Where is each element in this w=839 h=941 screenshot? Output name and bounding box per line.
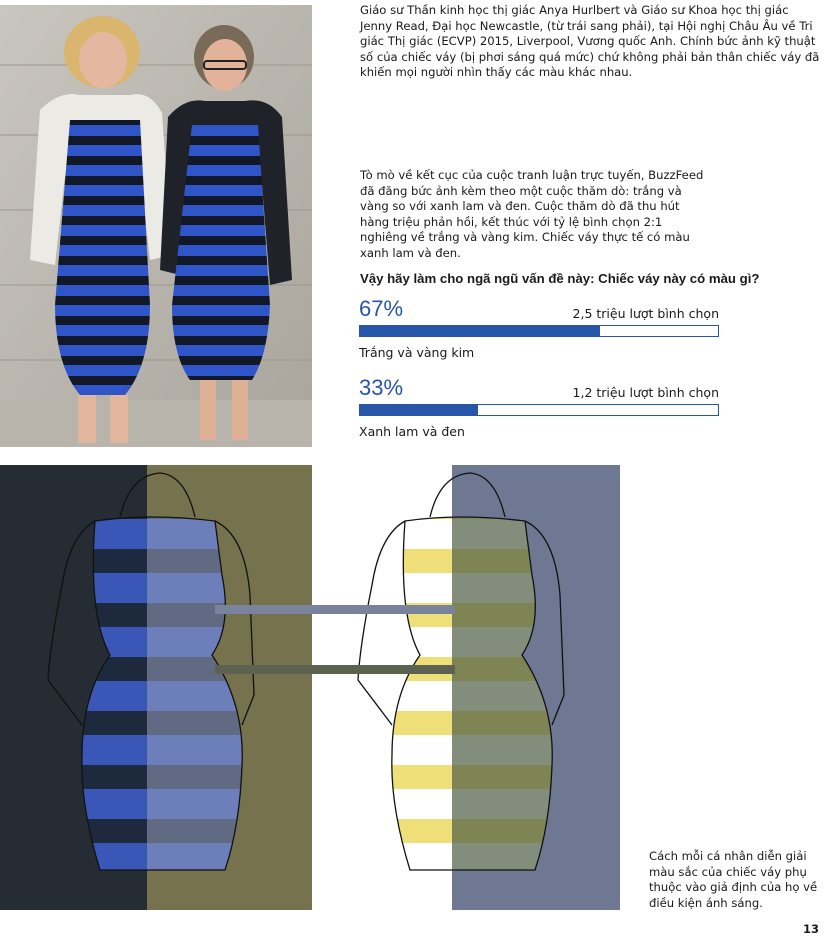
caption-lighting: Cách mỗi cá nhân diễn giải màu sắc của chiếc váy phụ thuộc vào giả định của họ về điều kiện ánh sáng. (649, 849, 818, 910)
poll-votes: 1,2 triệu lượt bình chọn (572, 385, 719, 400)
poll-percent: 33% (359, 375, 404, 400)
poll-question: Vậy hãy làm cho ngã ngũ vấn đề này: Chiếc váy này có màu gì? (360, 271, 760, 286)
caption-buzzfeed-poll: Tò mò về kết cục của cuộc tranh luận trực tuyến, BuzzFeed đã đăng bức ảnh kèm theo một cuộc thăm dò: trắng và vàng so với xanh lam và đen. Cuộc thăm dò đã thu hút hàng triệu phản hồi, kết thúc với tỷ lệ bình chọn 2:1 nghiêng về trắng và vàng kim. Chiếc váy thực tế có màu xanh lam và đen. (360, 168, 704, 260)
photo-two-women-in-dress (0, 5, 312, 447)
poll-percent: 67% (359, 296, 404, 321)
poll-option-label: Xanh lam và đen (359, 424, 465, 439)
sample-bar-light (215, 605, 455, 614)
poll-bar-fill (360, 405, 478, 415)
poll-bar-fill (360, 326, 600, 336)
caption-photo: Giáo sư Thần kinh học thị giác Anya Hurlbert và Giáo sư Khoa học thị giác Jenny Read, Đại học Newcastle, (từ trái sang phải), tại Hội nghị Châu Âu về Tri giác Thị giác (ECVP) 2015, Liverpool, Vương quốc Anh. Chính bức ảnh kỹ thuật số của chiếc váy (bị phơi sáng quá mức) chứ không phải bản thân chiếc váy đã khiến mọi người nhìn thấy các màu khác nhau. (360, 3, 820, 80)
poll-option-label: Trắng và vàng kim (359, 345, 475, 360)
poll-votes: 2,5 triệu lượt bình chọn (572, 306, 719, 321)
poll-bar (359, 325, 719, 337)
sample-bar-dark (215, 665, 455, 674)
page-number: 13 (802, 922, 819, 936)
poll-bar (359, 404, 719, 416)
dress-lighting-illustration (0, 465, 839, 910)
